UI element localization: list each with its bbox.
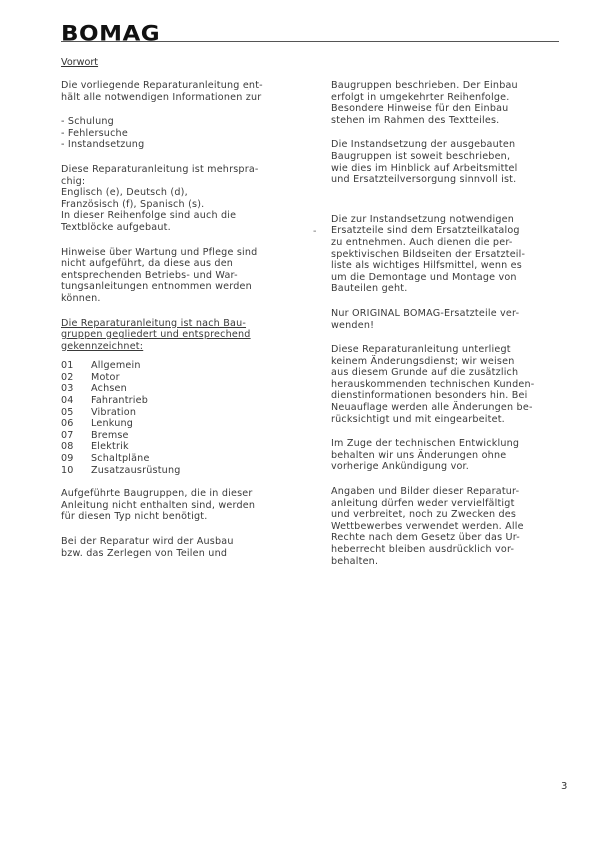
text-line: herauskommenden technischen Kunden- bbox=[331, 378, 535, 390]
text-line: Bei der Reparatur wird der Ausbau bbox=[61, 536, 234, 547]
text-line: um die Demontage und Montage von bbox=[331, 271, 517, 283]
text-line: Aufgeführte Baugruppen, die in dieser bbox=[61, 488, 253, 500]
text-line: Textblöcke aufgebaut. bbox=[61, 221, 171, 233]
group-label: Allgemein bbox=[91, 360, 141, 372]
text-line: rücksichtigt und mit eingearbeitet. bbox=[331, 413, 505, 425]
group-item bbox=[61, 441, 297, 453]
text-line: vorherige Ankündigung vor. bbox=[331, 461, 470, 473]
group-label: Bremse bbox=[91, 429, 129, 441]
text-line: Französisch (f), Spanisch (s). bbox=[61, 198, 205, 210]
text-line: Im Zuge der technischen Entwicklung bbox=[331, 438, 520, 450]
page-number: 3 bbox=[561, 781, 568, 792]
group-number: 04 bbox=[61, 395, 74, 407]
paragraph-spare-parts bbox=[331, 214, 567, 295]
text-line: heberrecht bleiben ausdrücklich vor- bbox=[331, 544, 515, 555]
text-line: Rechte nach dem Gesetz über das Ur- bbox=[331, 532, 520, 544]
text-line: Neuauflage werden alle Änderungen be- bbox=[331, 402, 533, 414]
text-line: behalten. bbox=[331, 555, 379, 567]
paragraph-repair-scope bbox=[331, 139, 567, 185]
group-number: 03 bbox=[61, 383, 74, 395]
text-line: keinem Änderungsdienst; wir weisen bbox=[331, 355, 515, 367]
paragraph-maintenance bbox=[61, 247, 297, 305]
text-line: In dieser Reihenfolge sind auch die bbox=[61, 210, 237, 222]
topic-item: - Instandsetzung bbox=[61, 139, 145, 151]
text-line: Wettbewerbes verwendet werden. Alle bbox=[331, 520, 524, 532]
text-line: chig: bbox=[61, 175, 86, 187]
paragraph-repair bbox=[61, 536, 297, 559]
paragraph-original-parts bbox=[331, 308, 567, 331]
text-line: bzw. das Zerlegen von Teilen und bbox=[61, 547, 228, 559]
group-number: 05 bbox=[61, 406, 74, 418]
text-line: Die Reparaturanleitung ist nach Bau- bbox=[61, 317, 247, 329]
group-number: 07 bbox=[61, 429, 74, 441]
topic-item: - Schulung bbox=[61, 116, 114, 128]
text-line: entsprechenden Betriebs- und War- bbox=[61, 269, 238, 281]
text-line: und Ersatzteilversorgung sinnvoll ist. bbox=[331, 174, 517, 186]
paragraph-not-included bbox=[61, 488, 297, 523]
text-line: stehen im Rahmen des Textteiles. bbox=[331, 114, 500, 126]
group-item bbox=[61, 465, 297, 477]
topic-list bbox=[61, 116, 297, 151]
group-item bbox=[61, 430, 297, 442]
text-line: gekennzeichnet: bbox=[61, 340, 144, 352]
text-line: Anleitung nicht enthalten sind, werden bbox=[61, 499, 256, 511]
group-label: Elektrik bbox=[91, 441, 129, 453]
text-line: für diesen Typ nicht benötigt. bbox=[61, 511, 208, 523]
paragraph-changes bbox=[331, 438, 567, 473]
group-number: 09 bbox=[61, 453, 74, 465]
group-number: 02 bbox=[61, 371, 74, 383]
text-line: liste als wichtiges Hilfsmittel, wenn es bbox=[331, 260, 522, 272]
text-line: gruppen gegliedert und entsprechend bbox=[61, 329, 251, 341]
margin-mark: - bbox=[313, 226, 317, 237]
group-list bbox=[61, 360, 297, 476]
text-line: nicht aufgeführt, da diese aus den bbox=[61, 258, 234, 270]
group-number: 10 bbox=[61, 464, 74, 476]
group-number: 01 bbox=[61, 360, 74, 372]
text-line: Nur ORIGINAL BOMAG-Ersatzteile ver- bbox=[331, 307, 520, 319]
text-line: behalten wir uns Änderungen ohne bbox=[331, 449, 507, 461]
text-line: und verbreitet, noch zu Zwecken des bbox=[331, 509, 517, 521]
group-number: 06 bbox=[61, 418, 74, 430]
text-line: dienstinformationen besonders hin. Bei bbox=[331, 390, 528, 402]
text-line: Baugruppen beschrieben. Der Einbau bbox=[331, 80, 518, 91]
text-line: Englisch (e), Deutsch (d), bbox=[61, 187, 188, 199]
group-label: Schaltpläne bbox=[91, 453, 150, 465]
group-item bbox=[61, 372, 297, 384]
paragraph-structure bbox=[61, 318, 297, 353]
group-label: Achsen bbox=[91, 383, 127, 395]
text-line: Bauteilen geht. bbox=[331, 283, 408, 295]
group-item bbox=[61, 407, 297, 419]
paragraph-assembly bbox=[331, 80, 567, 126]
group-item bbox=[61, 383, 297, 395]
text-line: Ersatzteile sind dem Ersatzteilkatalog bbox=[331, 225, 520, 237]
text-line: anleitung dürfen weder vervielfältigt bbox=[331, 497, 515, 509]
group-number: 08 bbox=[61, 441, 74, 453]
text-line: Diese Reparaturanleitung unterliegt bbox=[331, 344, 511, 356]
group-label: Lenkung bbox=[91, 418, 134, 430]
text-line: Die zur Instandsetzung notwendigen bbox=[331, 213, 515, 225]
header-rule bbox=[61, 41, 559, 42]
text-line: können. bbox=[61, 292, 101, 304]
text-line: spektivischen Bildseiten der Ersatzteil- bbox=[331, 248, 526, 260]
text-line: Diese Reparaturanleitung ist mehrspra- bbox=[61, 163, 259, 175]
text-line: hält alle notwendigen Informationen zur bbox=[61, 91, 262, 103]
group-item bbox=[61, 360, 297, 372]
group-item bbox=[61, 418, 297, 430]
text-line: Hinweise über Wartung und Pflege sind bbox=[61, 246, 258, 258]
topic-item: - Fehlersuche bbox=[61, 127, 128, 139]
paragraph-copyright bbox=[331, 486, 567, 567]
right-column bbox=[331, 80, 567, 567]
text-line: tungsanleitungen entnommen werden bbox=[61, 281, 252, 293]
text-line: Besondere Hinweise für den Einbau bbox=[331, 103, 509, 115]
text-line: wie dies im Hinblick auf Arbeitsmittel bbox=[331, 162, 518, 174]
paragraph-intro bbox=[61, 80, 297, 103]
bomag-logo: BOMAG bbox=[61, 22, 161, 46]
group-label: Fahrantrieb bbox=[91, 395, 149, 407]
text-line: Angaben und Bilder dieser Reparatur- bbox=[331, 486, 520, 498]
paragraph-languages bbox=[61, 164, 297, 234]
group-label: Vibration bbox=[91, 406, 137, 418]
left-column bbox=[61, 80, 297, 559]
group-label: Zusatzausrüstung bbox=[91, 464, 181, 476]
text-line: Die vorliegende Reparaturanleitung ent- bbox=[61, 80, 263, 91]
paragraph-updates bbox=[331, 344, 567, 425]
text-line: erfolgt in umgekehrter Reihenfolge. bbox=[331, 91, 510, 103]
text-line: Die Instandsetzung der ausgebauten bbox=[331, 139, 516, 151]
group-item bbox=[61, 395, 297, 407]
text-line: Baugruppen ist soweit beschrieben, bbox=[331, 150, 511, 162]
group-item bbox=[61, 453, 297, 465]
text-line: zu entnehmen. Auch dienen die per- bbox=[331, 236, 513, 248]
page-title: Vorwort bbox=[61, 57, 99, 68]
text-line: wenden! bbox=[331, 319, 375, 331]
text-line: aus diesem Grunde auf die zusätzlich bbox=[331, 367, 519, 379]
group-label: Motor bbox=[91, 371, 120, 383]
